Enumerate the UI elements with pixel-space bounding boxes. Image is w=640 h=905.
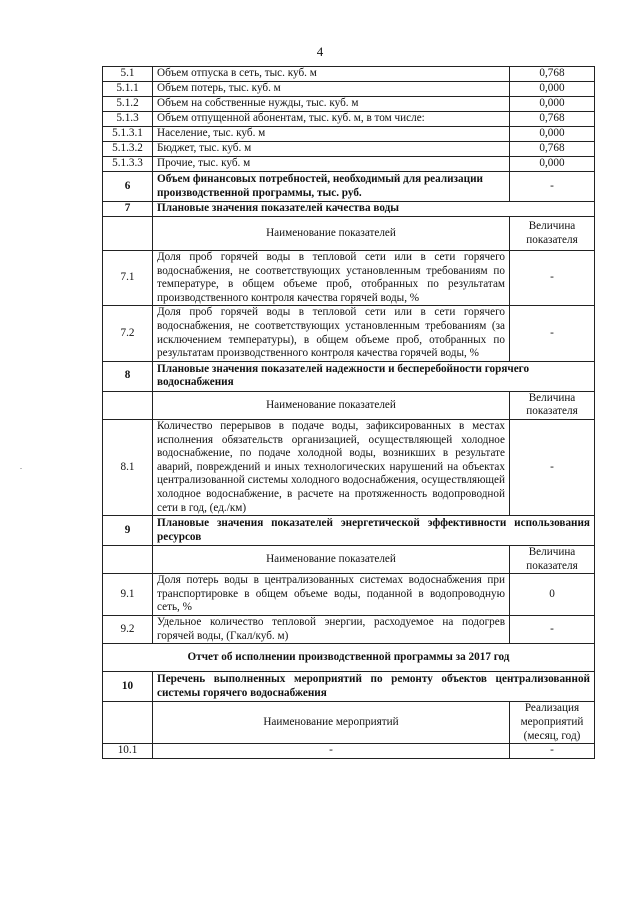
column-header-value: Величина показателя — [510, 391, 595, 419]
row-value: - — [510, 419, 595, 515]
table-row — [103, 172, 595, 202]
section-number: 10 — [103, 672, 153, 702]
column-header-row — [103, 546, 595, 574]
table-row — [103, 574, 595, 616]
table-row — [103, 744, 595, 759]
report-title: Отчет об исполнении производственной программы за 2017 год — [103, 644, 595, 672]
row-number: 7.2 — [103, 306, 153, 361]
row-value: 0,000 — [510, 157, 595, 172]
table-row — [103, 202, 595, 217]
row-value: 0 — [510, 574, 595, 616]
program-table — [102, 66, 595, 759]
row-value: 0,000 — [510, 82, 595, 97]
row-text: Объем отпущенной абонентам, тыс. куб. м, в том числе: — [153, 112, 510, 127]
row-value: - — [510, 251, 595, 306]
column-header-name: Наименование показателей — [153, 217, 510, 251]
row-text: Количество перерывов в подаче воды, зафиксированных в местах исполнения обязательств организацией, осуществляющей холодное водоснабжение, по подаче холодной воды, возникших в результате аварий, повреждений и иных технологических нарушений на объектах централизованной системы холодного водоснабжения, осуществляющей холодное водоснабжение, в расчете на протяженность водопроводной сети в год, (ед./км) — [153, 419, 510, 515]
row-text: Объем отпуска в сеть, тыс. куб. м — [153, 67, 510, 82]
column-header-name: Наименование показателей — [153, 546, 510, 574]
section-title: Плановые значения показателей энергетической эффективности использования ресурсов — [153, 516, 595, 546]
column-header-value: Реализация мероприятий (месяц, год) — [510, 702, 595, 744]
table-row — [103, 644, 595, 672]
table-row — [103, 112, 595, 127]
row-text: Доля проб горячей воды в тепловой сети или в сети горячего водоснабжения, не соответствующих установленным требованиям (за исключением температуры), в общем объеме проб, отобранных по результатам производственного контроля качества горячей воды, % — [153, 306, 510, 361]
section-title: Плановые значения показателей качества воды — [153, 202, 595, 217]
row-text: Доля потерь воды в централизованных системах водоснабжения при транспортировке в общем объеме воды, поданной в водопроводную сеть, % — [153, 574, 510, 616]
table-row — [103, 142, 595, 157]
row-value: 0,768 — [510, 67, 595, 82]
row-value: 0,768 — [510, 112, 595, 127]
column-header-name: Наименование мероприятий — [153, 702, 510, 744]
table-row — [103, 157, 595, 172]
section-number: 6 — [103, 172, 153, 202]
column-header-row — [103, 702, 595, 744]
empty-cell — [103, 391, 153, 419]
empty-cell — [103, 702, 153, 744]
table-row — [103, 251, 595, 306]
column-header-name: Наименование показателей — [153, 391, 510, 419]
row-number: 5.1.3 — [103, 112, 153, 127]
table-row — [103, 97, 595, 112]
row-value: - — [510, 306, 595, 361]
table-row — [103, 516, 595, 546]
row-text: Объем на собственные нужды, тыс. куб. м — [153, 97, 510, 112]
row-value: - — [510, 172, 595, 202]
empty-cell — [103, 546, 153, 574]
row-number: 9.1 — [103, 574, 153, 616]
page-number: 4 — [316, 44, 324, 59]
table-row — [103, 82, 595, 97]
section-title: Объем финансовых потребностей, необходимый для реализации производственной программы, тыс. руб. — [153, 172, 510, 202]
table-row — [103, 419, 595, 515]
section-title: Плановые значения показателей надежности и бесперебойности горячего водоснабжения — [153, 361, 595, 391]
row-value: 0,000 — [510, 127, 595, 142]
table-row — [103, 306, 595, 361]
section-number: 9 — [103, 516, 153, 546]
scan-mark: . — [20, 462, 22, 471]
row-number: 5.1 — [103, 67, 153, 82]
row-value: 0,000 — [510, 97, 595, 112]
table-row — [103, 361, 595, 391]
row-number: 5.1.1 — [103, 82, 153, 97]
column-header-row — [103, 391, 595, 419]
table-row — [103, 616, 595, 644]
row-number: 5.1.3.2 — [103, 142, 153, 157]
column-header-row — [103, 217, 595, 251]
row-number: 5.1.2 — [103, 97, 153, 112]
empty-cell — [103, 217, 153, 251]
row-number: 9.2 — [103, 616, 153, 644]
row-text: - — [153, 744, 510, 759]
row-text: Доля проб горячей воды в тепловой сети или в сети горячего водоснабжения, не соответствующих установленным требованиям по температуре, в общем объеме проб, отобранных по результатам производственного контроля качества горячей воды, % — [153, 251, 510, 306]
section-number: 8 — [103, 361, 153, 391]
row-text: Прочие, тыс. куб. м — [153, 157, 510, 172]
row-value: - — [510, 744, 595, 759]
column-header-value: Величина показателя — [510, 217, 595, 251]
row-value: - — [510, 616, 595, 644]
row-text: Удельное количество тепловой энергии, расходуемое на подогрев горячей воды, (Гкал/куб. м) — [153, 616, 510, 644]
row-value: 0,768 — [510, 142, 595, 157]
row-number: 8.1 — [103, 419, 153, 515]
row-text: Объем потерь, тыс. куб. м — [153, 82, 510, 97]
row-text: Бюджет, тыс. куб. м — [153, 142, 510, 157]
table-row — [103, 127, 595, 142]
table-row — [103, 67, 595, 82]
section-title: Перечень выполненных мероприятий по ремонту объектов централизованной системы горячего водоснабжения — [153, 672, 595, 702]
row-number: 7.1 — [103, 251, 153, 306]
column-header-value: Величина показателя — [510, 546, 595, 574]
row-number: 10.1 — [103, 744, 153, 759]
table-row — [103, 672, 595, 702]
row-number: 5.1.3.3 — [103, 157, 153, 172]
section-number: 7 — [103, 202, 153, 217]
row-number: 5.1.3.1 — [103, 127, 153, 142]
row-text: Население, тыс. куб. м — [153, 127, 510, 142]
